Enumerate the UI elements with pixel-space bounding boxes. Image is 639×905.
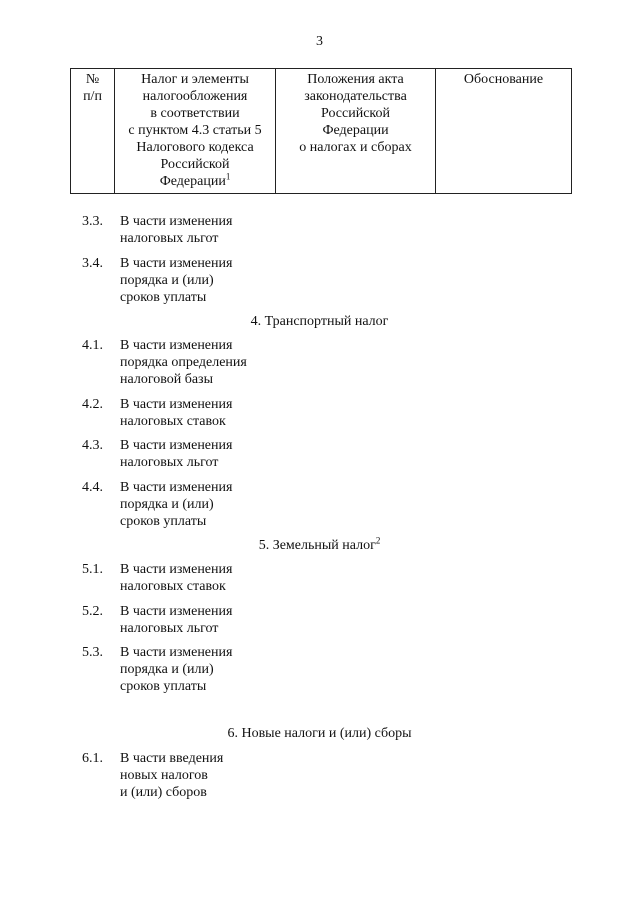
header-text: № [85, 72, 100, 87]
item-line: В части изменения [120, 338, 233, 353]
header-text: с пунктом 4.3 статьи 5 [128, 123, 262, 138]
footnote-marker: 2 [375, 535, 381, 546]
item-number: 4.2. [82, 397, 103, 412]
item-line: порядка и (или) [120, 273, 214, 288]
item-line: налоговых льгот [120, 231, 219, 246]
item-line: и (или) сборов [120, 785, 207, 800]
header-cell-provisions [276, 69, 436, 194]
item-line: сроков уплаты [120, 290, 207, 305]
item-line: налоговой базы [120, 372, 213, 387]
header-table [70, 68, 572, 194]
item-text [120, 644, 320, 695]
item-line: налоговых льгот [120, 455, 219, 470]
header-text: п/п [83, 89, 102, 104]
item-text [120, 396, 320, 430]
header-text: Положения акта [307, 72, 404, 87]
section-title [0, 313, 639, 330]
item-number: 5.2. [82, 604, 103, 619]
item-line: В части введения [120, 751, 224, 766]
item-number: 6.1. [82, 751, 103, 766]
item-number: 5.3. [82, 645, 103, 660]
item-line: порядка определения [120, 355, 247, 370]
item-text [120, 337, 320, 388]
header-cell-number [71, 69, 115, 194]
section-title [0, 537, 639, 554]
item-text [120, 750, 320, 801]
item-line: сроков уплаты [120, 514, 207, 529]
header-text-with-footnote [118, 173, 272, 190]
item-line: В части изменения [120, 562, 233, 577]
header-cell-justification [436, 69, 572, 194]
item-line: новых налогов [120, 768, 208, 783]
item-line: В части изменения [120, 645, 233, 660]
header-text: о налогах и сборах [299, 140, 412, 155]
header-text: Налог и элементы [141, 72, 249, 87]
item-number: 4.3. [82, 438, 103, 453]
item-line: налоговых льгот [120, 621, 219, 636]
item-line: В части изменения [120, 438, 233, 453]
item-number: 3.3. [82, 214, 103, 229]
section-title-text: 5. Земельный налог [258, 538, 376, 553]
footnote-marker: 1 [225, 171, 231, 182]
item-number: 3.4. [82, 256, 103, 271]
header-text: законодательства [304, 89, 407, 104]
header-text: Федерации [322, 123, 389, 138]
item-number: 4.4. [82, 480, 103, 495]
item-text [120, 561, 320, 595]
item-line: В части изменения [120, 397, 233, 412]
item-line: сроков уплаты [120, 679, 207, 694]
item-text [120, 479, 320, 530]
item-number: 5.1. [82, 562, 103, 577]
header-text: Российской [321, 106, 390, 121]
item-line: налоговых ставок [120, 579, 226, 594]
item-line: порядка и (или) [120, 662, 214, 677]
section-title-text: 4. Транспортный налог [250, 314, 389, 329]
item-line: В части изменения [120, 480, 233, 495]
item-text [120, 437, 320, 471]
header-text: Российской [160, 157, 230, 172]
header-text: Обоснование [463, 72, 544, 87]
item-line: порядка и (или) [120, 497, 214, 512]
section-title [0, 725, 639, 742]
item-text [120, 213, 320, 247]
header-text: в соответствии [150, 106, 240, 121]
item-number: 4.1. [82, 338, 103, 353]
page-number: 3 [316, 34, 323, 49]
item-line: В части изменения [120, 256, 233, 271]
item-line: В части изменения [120, 214, 233, 229]
header-text: Федерации [159, 174, 226, 189]
header-row [71, 69, 572, 194]
item-text [120, 255, 320, 306]
header-cell-tax [115, 69, 276, 194]
item-text [120, 603, 320, 637]
item-line: налоговых ставок [120, 414, 226, 429]
section-title-text: 6. Новые налоги и (или) сборы [227, 726, 412, 741]
header-text: налогообложения [142, 89, 248, 104]
item-line: В части изменения [120, 604, 233, 619]
header-text: Налогового кодекса [136, 140, 254, 155]
